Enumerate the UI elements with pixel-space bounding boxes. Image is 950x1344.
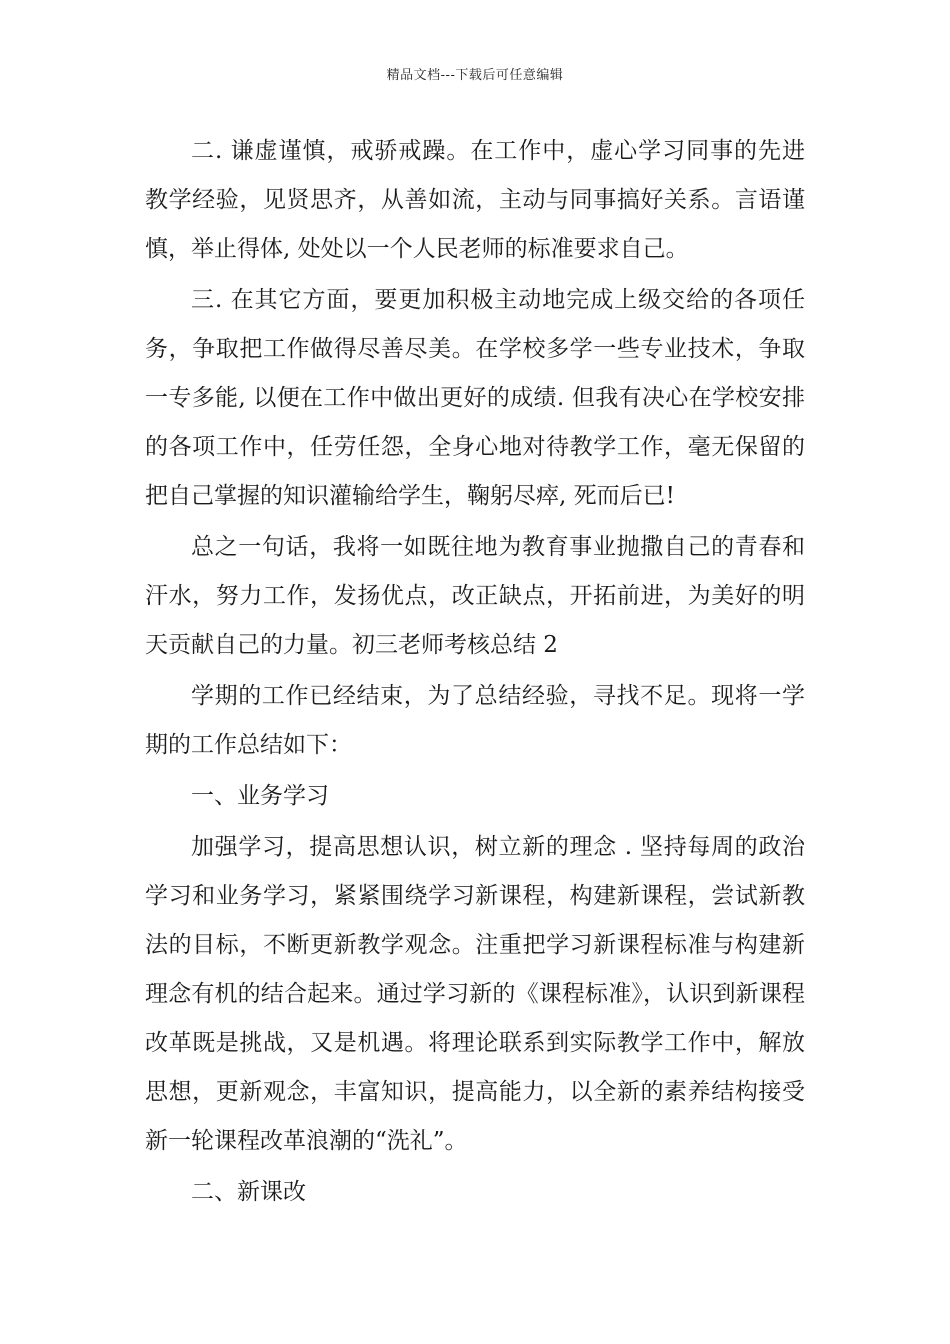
page-header: 精品文档---下载后可任意编辑 [386,68,564,83]
section-heading-business-study: 一、业务学习 [191,783,329,809]
paragraph-conclusion: 总之一句话，我将一如既往地为教育事业抛撒自己的青春和汗水，努力工作，发扬优点，改正缺点，开拓前进，为美好的明天贡献自己的力量。初三老师考核总结 2 [145,534,805,658]
section-heading-new-curriculum: 二、新课改 [191,1179,306,1205]
paragraph-other-aspects: 三. 在其它方面，要更加积极主动地完成上级交给的各项任务，争取把工作做得尽善尽美。在学校多学一些专业技术，争取一专多能, 以便在工作中做出更好的成绩. 但我有决心在学校安排的各项工作中，任劳任怨，全身心地对待教学工作，毫无保留的把自己掌握的知识灌输给学生，鞠躬尽瘁, 死而后已! [145,287,805,509]
paragraph-semester-intro: 学期的工作已经结束，为了总结经验，寻找不足。现将一学期的工作总结如下： [145,683,805,758]
paragraph-business-study: 加强学习，提高思想认识，树立新的理念 . 坚持每周的政治学习和业务学习，紧紧围绕学习新课程，构建新课程，尝试新教法的目标，不断更新教学观念。注重把学习新课程标准与构建新理念有机的结合起来。通过学习新的《课程标准》，认识到新课程改革既是挑战，又是机遇。将理论联系到实际教学工作中，解放思想，更新观念，丰富知识，提高能力，以全新的素养结构接受新一轮课程改革浪潮的“洗礼”。 [145,834,805,1154]
paragraph-humility: 二. 谦虚谨慎，戒骄戒躁。在工作中，虚心学习同事的先进 教学经验，见贤思齐，从善如流，主动与同事搞好关系。言语谨慎，举止得体, 处处以一个人民老师的标准要求自己。 [145,138,805,262]
document-body [145,127,805,1217]
